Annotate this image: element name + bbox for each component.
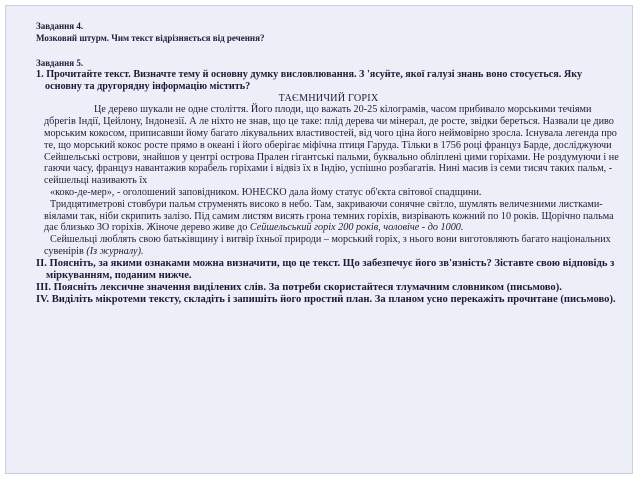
question-3: III. Поясніть лексичне значення виділених слів. За потреби скористайтеся тлумачним словником (письмово). (36, 281, 562, 293)
question-2: II. Поясніть, за якими ознаками можна визначити, що це текст. Що забезпечує його зв'язність? Зіставте свою відповідь з міркуванням, поданим нижче. (36, 257, 615, 281)
question-4: IV. Виділіть мікротеми тексту, складіть і запишіть його простий план. За планом усно перекажіть прочитане (письмово). (36, 293, 616, 305)
spacer (36, 44, 621, 57)
text-paragraph-1: Це дерево шукали не одне століття. Його плоди, що важать 20-25 кілограмів, часом прибивало морськими течіями дбрегів Індії, Цейлону, Індонезії. А ле ніхто не знав, що це таке: плід дерева чи мінерал, де росте, звідки береться. Назвали це диво морським кокосом, приписавши йому багато лікувальних властивостей, від чого ціна його неймовірно зросла. Існувала легенда про те, що морський кокос росте прямо в океані і його оберігає міфічна птиця Гаруда. Тільки в 1756 році француз Барде, досліджуючи Сейшельські острови, знайшов у центрі острова Прален гігантські пальми, буквально обліплені цими горіхами. Не роздумуючи і не гаючи часу, француз навантажив корабель горіхами і відвіз їх в Індію, успішно розбагатів. Нині масив із семи тисяч таких пальм, - сейшельці називають їх (44, 104, 619, 187)
paragraph-3-source: (Із журналу). (86, 245, 144, 257)
paragraph-2-text: Тридцятиметрові стовбури пальм струменять високо в небо. Там, закриваючи сонячне світло, шумлять величезними листками-віялами так, ніби скрипить залізо. Під самим листям висять грона темних горіхів, визрівають кожний по 10 років. Щорічно пальма дає близько ЗО горіхів. Жіноче дерево живе до (44, 198, 614, 234)
paragraph-3-text: Сейшельці люблять свою батьківщину і витвір їхньої природи – морський горіх, з нього вони виготовляють багато національних сувенірів (44, 234, 611, 257)
task4-heading: Завдання 4. (36, 21, 84, 31)
task5-heading: Завдання 5. (36, 58, 84, 68)
slide-content (36, 20, 621, 306)
paragraph-2-italic: Сейшельський горіх 200 років, чоловіче - до 1000. (249, 222, 464, 234)
text-paragraph-3 (36, 234, 621, 258)
text-paragraph-2 (36, 199, 621, 234)
task5-item1: 1. Прочитайте текст. Визначте тему й основну думку висловлювання. З 'ясуйте, якої галузі знань воно стосується. Яку основну та другорядну інформацію містить? (36, 69, 583, 92)
text-title: ТАЄМНИЧИЙ ГОРІХ (278, 92, 379, 104)
task4-question: Мозковий штурм. Чим текст відрізняється від речення? (36, 33, 265, 43)
slide-background (5, 5, 633, 474)
text-paragraph-1-end: «коко-де-мер», - оголошений заповідником. ЮНЕСКО дала йому статус об'єкта світової спадщини. (50, 186, 482, 198)
